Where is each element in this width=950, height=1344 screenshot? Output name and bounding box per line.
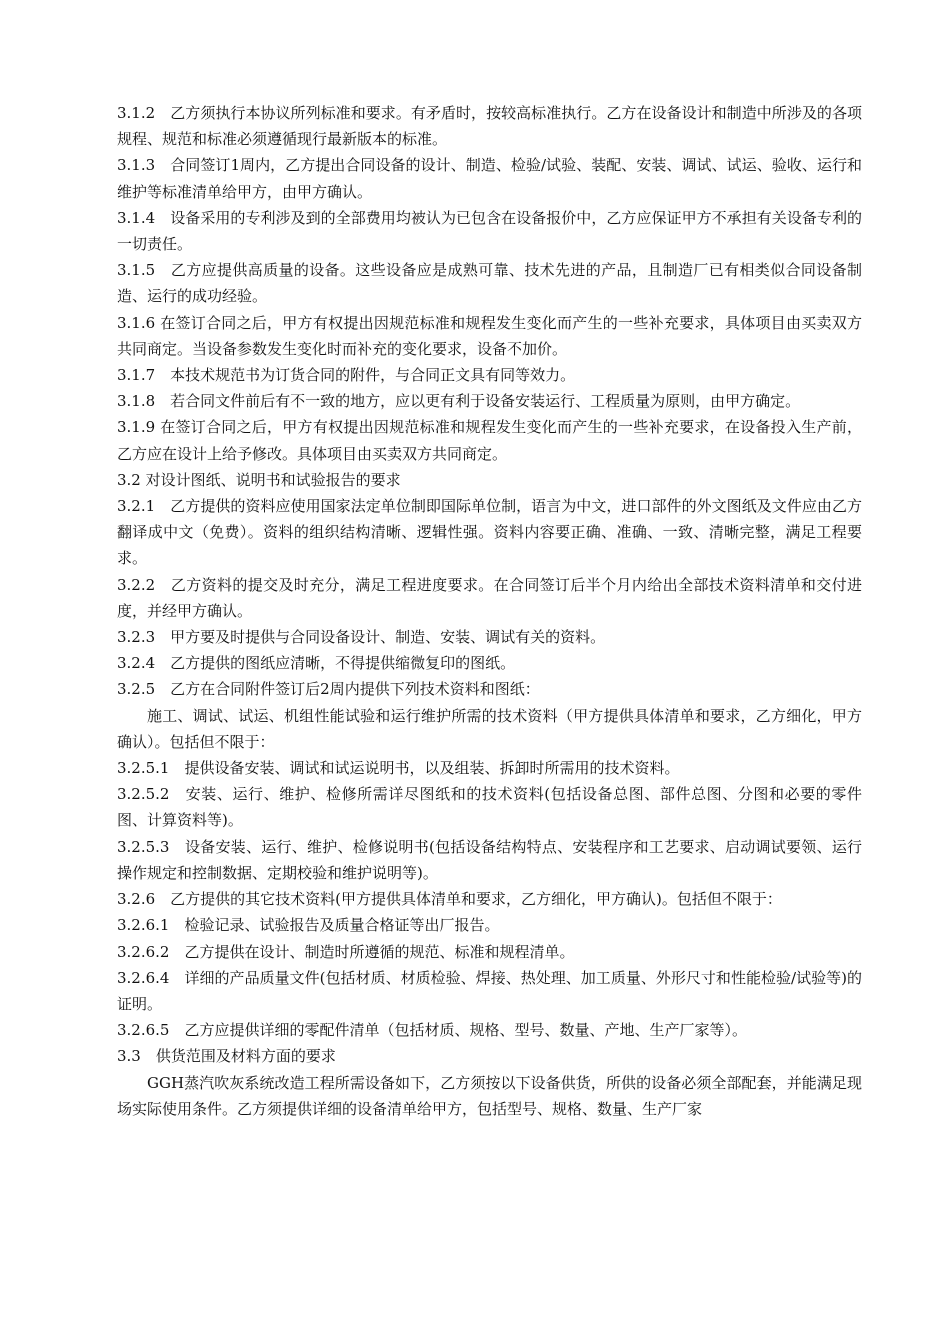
section-heading-3-3: 3.3 供货范围及材料方面的要求 — [117, 1047, 336, 1066]
clause-3-1-7: 3.1.7 本技术规范书为订货合同的附件，与合同正文具有同等效力。 — [117, 366, 576, 385]
clause-3-1-9: 3.1.9 在签订合同之后，甲方有权提出因规范标准和规程发生变化而产生的一些补充要求，在设备投入生产前，乙方应在设计上给予修改。具体项目由买卖双方共同商定。 — [117, 418, 862, 463]
document-page — [117, 100, 862, 1122]
clause-3-3-body: GGH蒸汽吹灰系统改造工程所需设备如下，乙方须按以下设备供货，所供的设备必须全部配套，并能满足现场实际使用条件。乙方须提供详细的设备清单给甲方，包括型号、规格、数量、生产厂家 — [117, 1073, 862, 1118]
clause-3-2-5-3: 3.2.5.3 设备安装、运行、维护、检修说明书(包括设备结构特点、安装程序和工艺要求、启动调试要领、运行操作规定和控制数据、定期校验和维护说明等)。 — [117, 837, 862, 882]
clause-3-2-6-1: 3.2.6.1 检验记录、试验报告及质量合格证等出厂报告。 — [117, 916, 500, 935]
clause-3-1-2: 3.1.2 乙方须执行本协议所列标准和要求。有矛盾时，按较高标准执行。乙方在设备设计和制造中所涉及的各项规程、规范和标准必须遵循现行最新版本的标准。 — [117, 104, 862, 149]
clause-3-2-2: 3.2.2 乙方资料的提交及时充分，满足工程进度要求。在合同签订后半个月内给出全部技术资料清单和交付进度，并经甲方确认。 — [117, 575, 862, 620]
clause-3-2-6-4: 3.2.6.4 详细的产品质量文件(包括材质、材质检验、焊接、热处理、加工质量、外形尺寸和性能检验/试验等)的证明。 — [117, 968, 862, 1013]
clause-3-1-5: 3.1.5 乙方应提供高质量的设备。这些设备应是成熟可靠、技术先进的产品，且制造厂已有相类似合同设备制造、运行的成功经验。 — [117, 261, 862, 306]
clause-3-1-4: 3.1.4 设备采用的专利涉及到的全部费用均被认为已包含在设备报价中，乙方应保证甲方不承担有关设备专利的一切责任。 — [117, 208, 862, 254]
clause-3-2-5-intro: 施工、调试、试运、机组性能试验和运行维护所需的技术资料（甲方提供具体清单和要求，乙方细化，甲方确认）。包括但不限于： — [117, 706, 862, 751]
clause-3-2-5-1: 3.2.5.1 提供设备安装、调试和试运说明书，以及组装、拆卸时所需用的技术资料。 — [117, 759, 680, 778]
clause-3-2-6-2: 3.2.6.2 乙方提供在设计、制造时所遵循的规范、标准和规程清单。 — [117, 942, 575, 961]
clause-3-2-1: 3.2.1 乙方提供的资料应使用国家法定单位制即国际单位制，语言为中文，进口部件的外文图纸及文件应由乙方翻译成中文（免费）。资料的组织结构清晰、逻辑性强。资料内容要正确、准确、一致、清晰完整，满足工程要求。 — [117, 497, 862, 568]
clause-3-1-3: 3.1.3 合同签订1周内，乙方提出合同设备的设计、制造、检验/试验、装配、安装、调试、试运、验收、运行和维护等标准清单给甲方，由甲方确认。 — [117, 156, 862, 201]
clause-3-1-6: 3.1.6 在签订合同之后，甲方有权提出因规范标准和规程发生变化而产生的一些补充要求，具体项目由买卖双方共同商定。当设备参数发生变化时而补充的变化要求，设备不加价。 — [117, 313, 862, 358]
clause-3-2-3: 3.2.3 甲方要及时提供与合同设备设计、制造、安装、调试有关的资料。 — [117, 628, 606, 647]
clause-3-2-5: 3.2.5 乙方在合同附件签订后2周内提供下列技术资料和图纸： — [117, 680, 540, 699]
section-heading-3-2: 3.2 对设计图纸、说明书和试验报告的要求 — [117, 470, 401, 489]
clause-3-2-4: 3.2.4 乙方提供的图纸应清晰，不得提供缩微复印的图纸。 — [117, 654, 516, 673]
clause-3-1-8: 3.1.8 若合同文件前后有不一致的地方，应以更有利于设备安装运行、工程质量为原则，由甲方确定。 — [117, 392, 801, 411]
clause-3-2-6-5: 3.2.6.5 乙方应提供详细的零配件清单（包括材质、规格、型号、数量、产地、生产厂家等）。 — [117, 1021, 747, 1040]
clause-3-2-6: 3.2.6 乙方提供的其它技术资料(甲方提供具体清单和要求，乙方细化，甲方确认)。包括但不限于： — [117, 890, 782, 909]
clause-3-2-5-2: 3.2.5.2 安装、运行、维护、检修所需详尽图纸和的技术资料(包括设备总图、部件总图、分图和必要的零件图、计算资料等)。 — [117, 785, 862, 830]
